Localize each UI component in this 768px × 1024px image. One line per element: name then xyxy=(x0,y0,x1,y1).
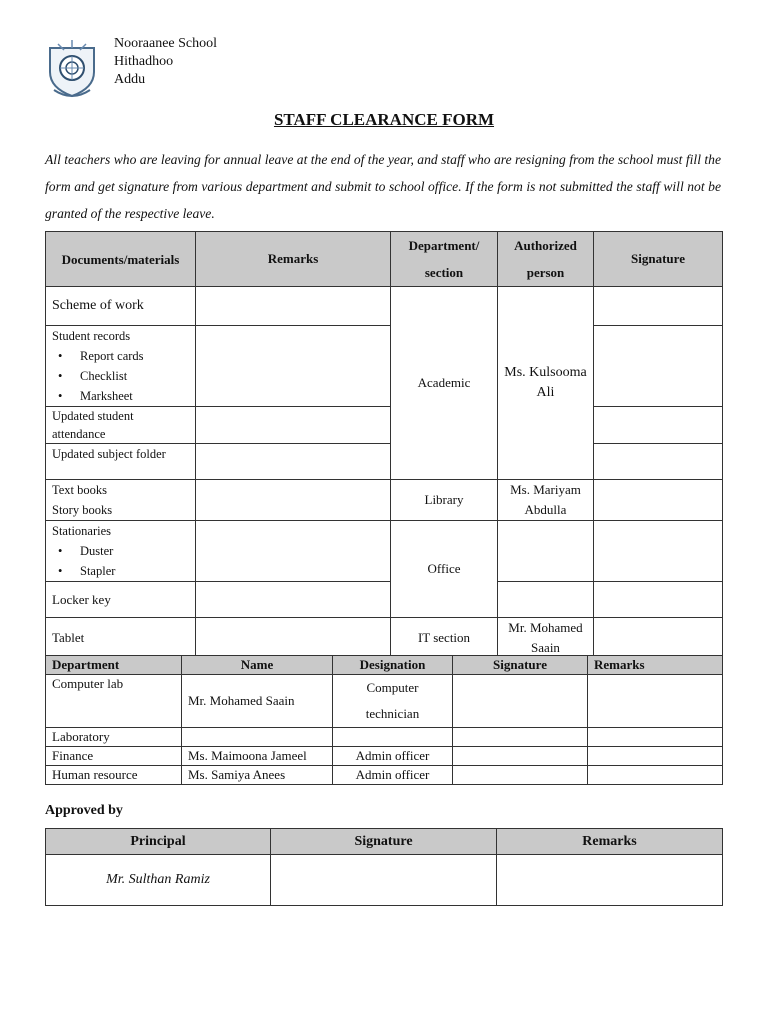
signature-cell[interactable] xyxy=(453,747,588,766)
bullet-stapler: • Stapler xyxy=(52,561,189,581)
remarks-cell[interactable] xyxy=(196,521,391,582)
col-header-remarks: Remarks xyxy=(196,232,391,287)
remarks-cell[interactable] xyxy=(196,407,391,444)
col-header-department: Department xyxy=(46,656,182,675)
designation-cell: Computer technician xyxy=(333,675,453,728)
dept-academic: Academic xyxy=(391,287,498,480)
department-header-row xyxy=(46,656,723,675)
signature-cell[interactable] xyxy=(453,675,588,728)
designation-cell: Admin officer xyxy=(333,747,453,766)
remarks-cell[interactable] xyxy=(196,444,391,480)
col-header-signature: Signature xyxy=(594,232,723,287)
remarks-cell[interactable] xyxy=(196,582,391,618)
col-header-designation: Designation xyxy=(333,656,453,675)
school-atoll: Addu xyxy=(114,72,146,87)
table-row xyxy=(46,287,723,326)
item-scheme-of-work: Scheme of work xyxy=(46,287,196,326)
col-header-remarks: Remarks xyxy=(588,656,723,675)
department-table xyxy=(45,655,723,785)
remarks-cell[interactable] xyxy=(497,855,723,906)
item-tablet: Tablet xyxy=(46,618,196,659)
bullet-checklist: • Checklist xyxy=(52,366,189,386)
item-locker-key: Locker key xyxy=(46,582,196,618)
signature-cell[interactable] xyxy=(453,728,588,747)
signature-cell[interactable] xyxy=(594,521,723,582)
item-student-records xyxy=(46,326,196,407)
col-header-signature: Signature xyxy=(271,829,497,855)
person-academic: Ms. Kulsooma Ali xyxy=(498,287,594,480)
remarks-cell[interactable] xyxy=(196,618,391,659)
school-name: Nooraanee School xyxy=(114,36,218,51)
signature-cell[interactable] xyxy=(594,407,723,444)
clearance-header-row xyxy=(46,232,723,287)
col-header-remarks: Remarks xyxy=(497,829,723,855)
remarks-cell[interactable] xyxy=(588,728,723,747)
col-header-authorized: Authorized person xyxy=(498,232,594,287)
table-row xyxy=(46,407,723,444)
clearance-table xyxy=(45,231,723,659)
approval-table xyxy=(45,828,723,906)
table-row xyxy=(46,480,723,521)
table-row xyxy=(46,675,723,728)
designation-cell: Admin officer xyxy=(333,766,453,785)
remarks-cell[interactable] xyxy=(588,675,723,728)
signature-cell[interactable] xyxy=(594,444,723,480)
table-row xyxy=(46,747,723,766)
form-title: STAFF CLEARANCE FORM xyxy=(273,110,495,129)
signature-cell[interactable] xyxy=(594,480,723,521)
table-row xyxy=(46,444,723,480)
text-books-label: Text books xyxy=(52,483,108,497)
col-header-documents: Documents/materials xyxy=(46,232,196,287)
name-cell xyxy=(182,728,333,747)
student-records-label: Student records xyxy=(52,329,131,343)
name-cell: Mr. Mohamed Saain xyxy=(182,675,333,728)
bullet-marksheet: • Marksheet xyxy=(52,386,189,406)
department-cell: Computer lab xyxy=(46,675,182,728)
col-header-department: Department/ section xyxy=(391,232,498,287)
table-row xyxy=(46,766,723,785)
table-row xyxy=(46,618,723,659)
department-cell: Finance xyxy=(46,747,182,766)
signature-cell[interactable] xyxy=(594,326,723,407)
table-row xyxy=(46,521,723,582)
department-cell: Human resource xyxy=(46,766,182,785)
col-header-signature: Signature xyxy=(453,656,588,675)
person-office-cell[interactable] xyxy=(498,521,594,582)
department-cell: Laboratory xyxy=(46,728,182,747)
item-subject-folder: Updated subject folder xyxy=(46,444,196,480)
bullet-report-cards: • Report cards xyxy=(52,346,189,366)
item-books xyxy=(46,480,196,521)
remarks-cell[interactable] xyxy=(588,747,723,766)
signature-cell[interactable] xyxy=(453,766,588,785)
remarks-cell[interactable] xyxy=(196,480,391,521)
table-row xyxy=(46,728,723,747)
name-cell: Ms. Maimoona Jameel xyxy=(182,747,333,766)
stationaries-label: Stationaries xyxy=(52,524,112,538)
approval-header-row xyxy=(46,829,723,855)
remarks-cell[interactable] xyxy=(196,326,391,407)
dept-office: Office xyxy=(391,521,498,618)
story-books-label: Story books xyxy=(52,503,113,517)
table-row xyxy=(46,326,723,407)
table-row xyxy=(46,582,723,618)
school-island: Hithadhoo xyxy=(114,54,174,69)
person-library: Ms. Mariyam Abdulla xyxy=(498,480,594,521)
dept-it: IT section xyxy=(391,618,498,659)
remarks-cell[interactable] xyxy=(196,287,391,326)
dept-library: Library xyxy=(391,480,498,521)
col-header-principal: Principal xyxy=(46,829,271,855)
item-stationaries xyxy=(46,521,196,582)
signature-cell[interactable] xyxy=(594,287,723,326)
signature-cell[interactable] xyxy=(594,618,723,659)
approved-by-label: Approved by xyxy=(45,803,123,818)
bullet-duster: • Duster xyxy=(52,541,189,561)
person-it: Mr. Mohamed Saain xyxy=(498,618,594,659)
intro-paragraph: All teachers who are leaving for annual leave at the end of the year, and staff who are resigning from the school must fill the form and get signature from various department and submit to school office. If the form is not submitted the staff will not be granted of the respective leave. xyxy=(45,152,721,221)
name-cell: Ms. Samiya Anees xyxy=(182,766,333,785)
person-office-cell[interactable] xyxy=(498,582,594,618)
table-row xyxy=(46,855,723,906)
signature-cell[interactable] xyxy=(594,582,723,618)
signature-cell[interactable] xyxy=(271,855,497,906)
item-attendance: Updated student attendance xyxy=(46,407,196,444)
remarks-cell[interactable] xyxy=(588,766,723,785)
principal-name: Mr. Sulthan Ramiz xyxy=(46,855,271,906)
school-crest-logo xyxy=(44,38,100,102)
designation-cell xyxy=(333,728,453,747)
col-header-name: Name xyxy=(182,656,333,675)
